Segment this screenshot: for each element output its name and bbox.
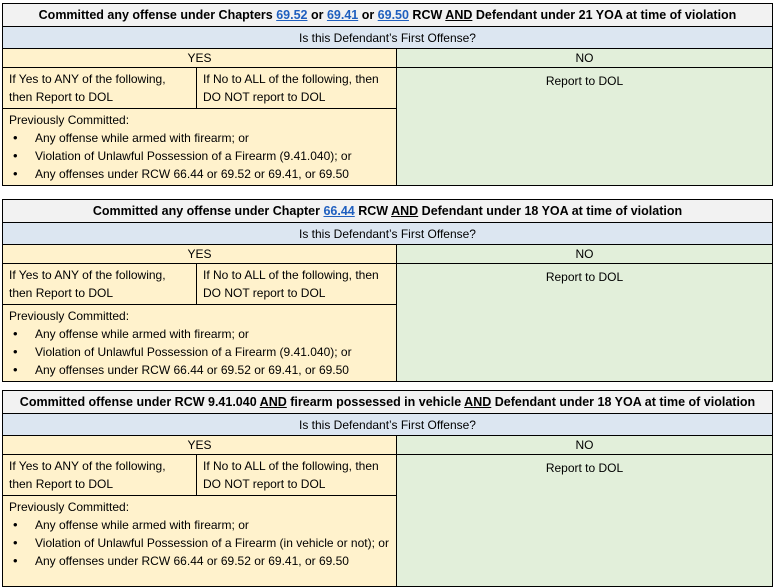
title-text: firearm possessed in vehicle (286, 395, 465, 409)
title-and: AND (259, 395, 287, 409)
if-no-cell: If No to ALL of the following, then DO NOT report to DOL (197, 455, 397, 496)
title-and: AND (445, 8, 473, 22)
title-text: RCW (408, 8, 446, 22)
first-offense-question: Is this Defendant’s First Offense? (3, 414, 773, 436)
report-to-dol-cell: Report to DOL (397, 264, 773, 382)
if-no-cell: If No to ALL of the following, then DO NOT report to DOL (197, 264, 397, 305)
title-text: Defendant under 21 YOA at time of violation (472, 8, 737, 22)
chapter-link-69-50[interactable]: 69.50 (377, 8, 409, 22)
previously-committed-label: Previously Committed: (9, 309, 130, 323)
yes-header: YES (3, 436, 397, 455)
previously-committed-label: Previously Committed: (9, 113, 130, 127)
rule-table-2 (2, 199, 773, 382)
title-and: AND (391, 204, 419, 218)
title-text: Committed any offense under Chapters (38, 8, 277, 22)
list-item: • Any offense while armed with firearm; or (29, 129, 390, 147)
list-item: • Any offenses under RCW 66.44 or 69.52 or 69.41, or 69.50 (29, 165, 390, 183)
previously-committed-label: Previously Committed: (9, 500, 130, 514)
report-to-dol-cell: Report to DOL (397, 455, 773, 587)
chapter-link-69-52[interactable]: 69.52 (276, 8, 308, 22)
title-text: or (358, 8, 378, 22)
first-offense-question: Is this Defendant’s First Offense? (3, 223, 773, 245)
list-item: • Violation of Unlawful Possession of a Firearm (in vehicle or not); or (29, 534, 390, 552)
previously-committed-cell (3, 496, 397, 587)
title-text: RCW (354, 204, 392, 218)
title-text: Committed offense under RCW 9.41.040 (19, 395, 260, 409)
if-yes-cell: If Yes to ANY of the following, then Report to DOL (3, 68, 197, 109)
list-item: • Any offense while armed with firearm; or (29, 516, 390, 534)
table-title (3, 4, 773, 27)
if-yes-cell: If Yes to ANY of the following, then Report to DOL (3, 455, 197, 496)
no-header: NO (397, 436, 773, 455)
list-item: • Any offense while armed with firearm; or (29, 325, 390, 343)
yes-header: YES (3, 245, 397, 264)
rule-table-1 (2, 3, 773, 186)
yes-header: YES (3, 49, 397, 68)
if-no-cell: If No to ALL of the following, then DO NOT report to DOL (197, 68, 397, 109)
list-item: • Violation of Unlawful Possession of a Firearm (9.41.040); or (29, 343, 390, 361)
rule-table-3 (2, 390, 773, 587)
offense-list (9, 516, 390, 570)
title-text: Defendant under 18 YOA at time of violation (418, 204, 683, 218)
title-and: AND (464, 395, 492, 409)
list-item: • Any offenses under RCW 66.44 or 69.52 or 69.41, or 69.50 (29, 552, 390, 570)
offense-list (9, 325, 390, 379)
list-item: • Any offenses under RCW 66.44 or 69.52 or 69.41, or 69.50 (29, 361, 390, 379)
chapter-link-66-44[interactable]: 66.44 (323, 204, 355, 218)
chapter-link-69-41[interactable]: 69.41 (326, 8, 359, 22)
list-item: • Violation of Unlawful Possession of a Firearm (9.41.040); or (29, 147, 390, 165)
if-yes-cell: If Yes to ANY of the following, then Report to DOL (3, 264, 197, 305)
report-to-dol-cell: Report to DOL (397, 68, 773, 186)
title-text: Defendant under 18 YOA at time of violation (491, 395, 756, 409)
no-header: NO (397, 245, 773, 264)
title-text: Committed any offense under Chapter (92, 204, 324, 218)
table-title (3, 200, 773, 223)
previously-committed-cell (3, 305, 397, 382)
no-header: NO (397, 49, 773, 68)
first-offense-question: Is this Defendant’s First Offense? (3, 27, 773, 49)
offense-list (9, 129, 390, 183)
title-text: or (307, 8, 327, 22)
previously-committed-cell (3, 109, 397, 186)
table-title (3, 391, 773, 414)
